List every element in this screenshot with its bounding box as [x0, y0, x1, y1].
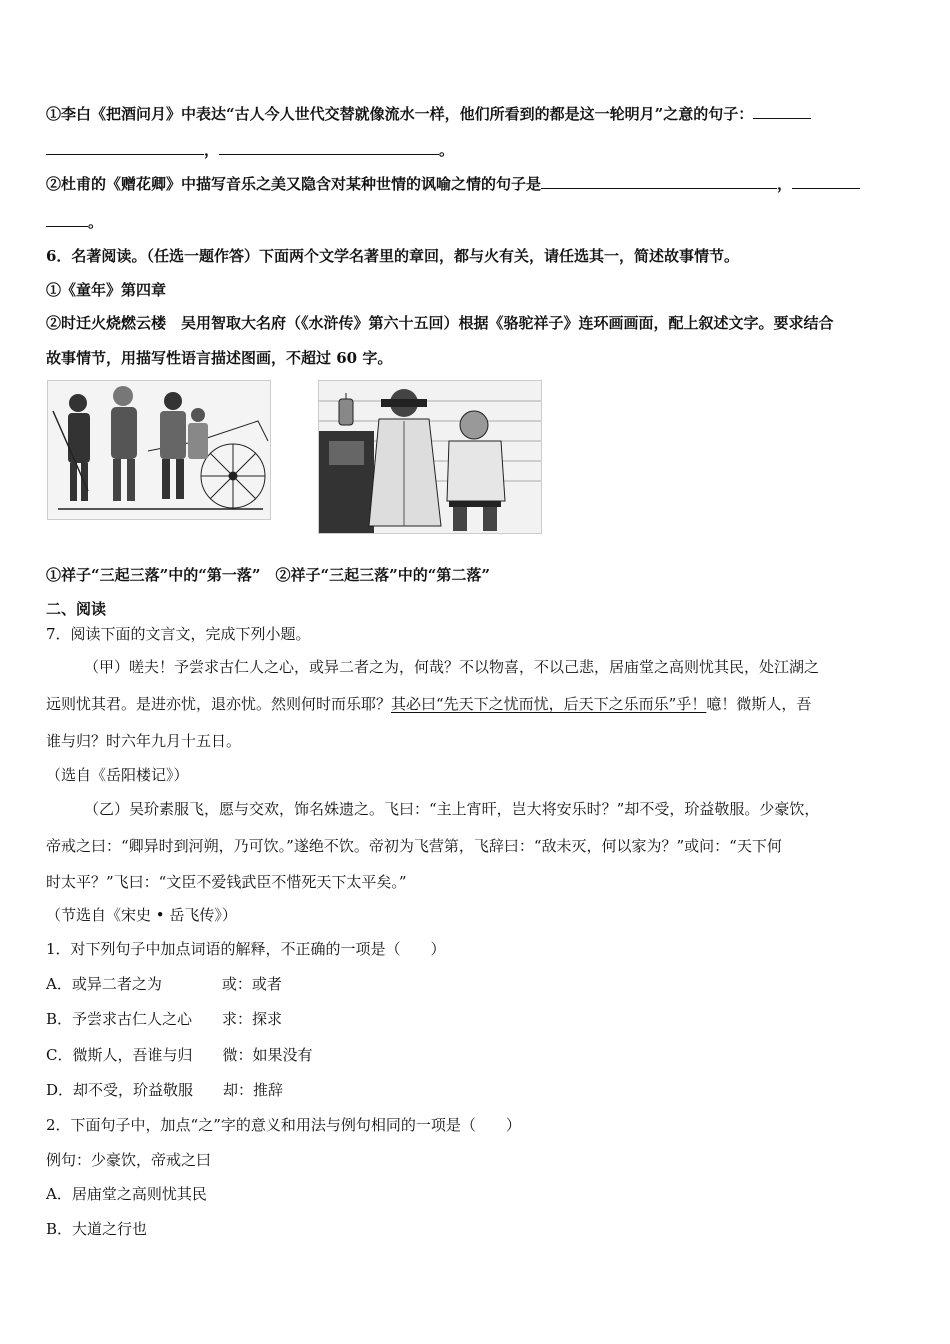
q5-item2-line2: 。 — [46, 212, 103, 232]
sub1-option-b[interactable]: B．予尝求古仁人之心 求：探求 — [46, 1010, 283, 1028]
sub1-stem: 1．对下列句子中加点词语的解释，不正确的一项是（ ） — [46, 940, 446, 958]
sub2-option-a[interactable]: A．居庙堂之高则忧其民 — [46, 1185, 207, 1203]
answer-blank[interactable] — [541, 174, 777, 189]
picture-captions: ①祥子“三起三落”中的“第一落” ②祥子“三起三落”中的“第二落” — [46, 566, 491, 584]
sub2-example: 例句：少豪饮，帝戒之曰 — [46, 1151, 212, 1169]
jia-passage-line1: （甲）嗟夫！予尝求古仁人之心，或异二者之为，何哉？不以物喜，不以己悲，居庙堂之高则忧其民，处江湖之 — [84, 658, 820, 676]
two-men-lantern-illustration — [318, 380, 542, 534]
q7-title: 7．阅读下面的文言文，完成下列小题。 — [46, 625, 311, 643]
sub1-option-d[interactable]: D．却不受，玠益敬服 却：推辞 — [46, 1081, 284, 1099]
jia-passage-line2: 远则忧其君。是进亦忧，退亦忧。然则何时而乐耶？其必曰“先天下之忧而忧，后天下之乐而乐”乎！噫！微斯人，吾 — [46, 695, 812, 713]
q5-item1-line2: ， 。 — [46, 140, 454, 160]
jia-passage-line3: 谁与归？时六年九月十五日。 — [46, 732, 242, 750]
jia-source: （选自《岳阳楼记》） — [46, 766, 189, 784]
answer-blank[interactable] — [792, 174, 860, 189]
yi-passage-line3: 时太平？”飞曰：“文臣不爱钱武臣不惜死天下太平矣。” — [46, 873, 407, 891]
q5-item1-line1: ①李白《把酒问月》中表达“古人今人世代交替就像流水一样，他们所看到的都是这一轮明月”之意的句子： — [46, 104, 811, 124]
yi-passage-line1: （乙）吴玠素服飞，愿与交欢，饰名姝遗之。飞曰：“主上宵旰，岂大将安乐时？”却不受，玠益敬服。少豪饮， — [84, 800, 820, 818]
answer-blank[interactable] — [753, 104, 811, 119]
sub2-stem: 2．下面句子中，加点“之”字的意义和用法与例句相同的一项是（ ） — [46, 1116, 521, 1134]
rickshaw-scene-illustration — [47, 380, 271, 520]
q6-option-1: ①《童年》第四章 — [46, 281, 167, 299]
q6-option-2-line1: ②时迁火烧燃云楼 吴用智取大名府（《水浒传》第六十五回）根据《骆驼祥子》连环画画面，配上叙述文字。要求结合 — [46, 314, 834, 332]
q5-item2-line1: ②杜甫的《赠花卿》中描写音乐之美又隐含对某种世情的讽喻之情的句子是 ， — [46, 174, 860, 194]
answer-blank[interactable] — [46, 212, 88, 227]
yi-passage-line2: 帝戒之曰：“卿异时到河朔，乃可饮。”遂绝不饮。帝初为飞营第，飞辞曰：“敌未灭，何以家为？”或问：“天下何 — [46, 837, 782, 855]
underlined-sentence: 其必曰“先天下之忧而忧，后天下之乐而乐”乎！ — [391, 695, 707, 713]
answer-blank[interactable] — [46, 140, 204, 155]
section-title: 二、阅读 — [46, 600, 107, 618]
sub1-option-c[interactable]: C．微斯人，吾谁与归 微：如果没有 — [46, 1046, 313, 1064]
sub1-option-a[interactable]: A．或异二者之为 或：或者 — [46, 975, 282, 993]
q6-option-2-line2: 故事情节，用描写性语言描述图画，不超过 60 字。 — [46, 349, 393, 367]
yi-source: （节选自《宋史 • 岳飞传》） — [46, 906, 237, 924]
answer-blank[interactable] — [219, 140, 439, 155]
q6-title: 6．名著阅读。（任选一题作答）下面两个文学名著里的章回，都与火有关，请任选其一，简述故事情节。 — [46, 247, 739, 265]
sub2-option-b[interactable]: B．大道之行也 — [46, 1220, 148, 1238]
